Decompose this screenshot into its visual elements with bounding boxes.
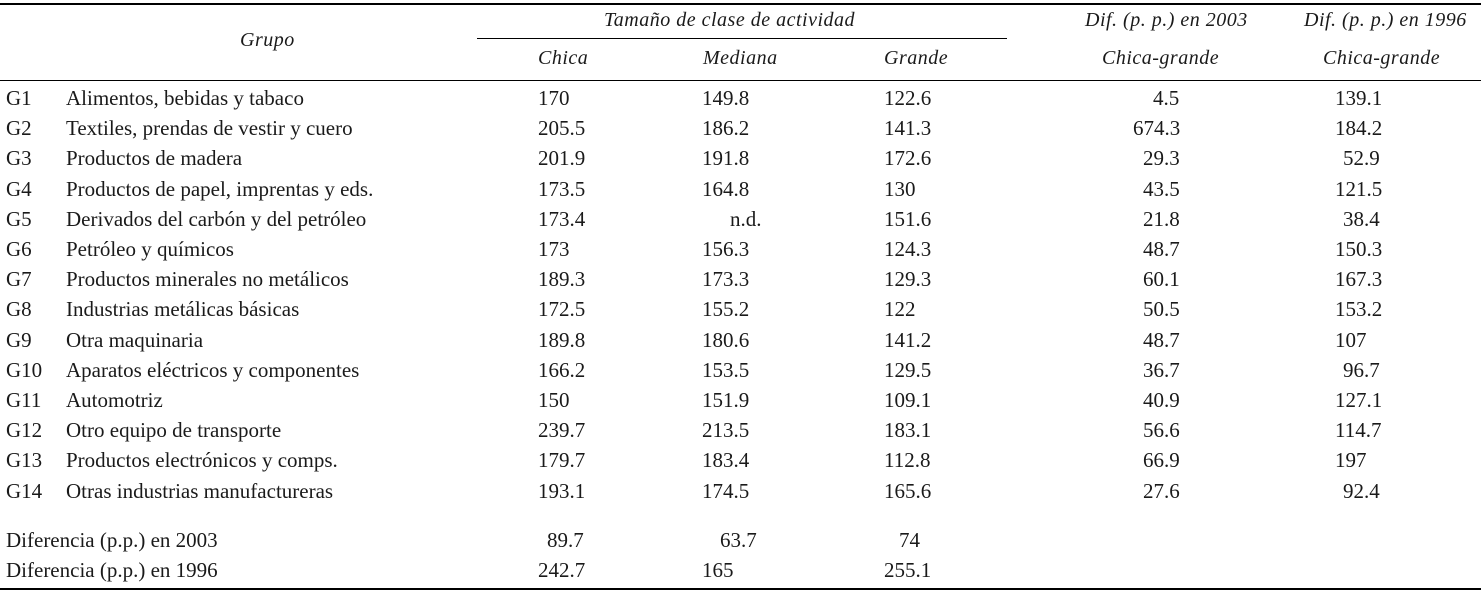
cell-chica: 173 xyxy=(538,237,570,261)
cell-mediana: 151.9 xyxy=(702,388,750,412)
cell-dif1996: 38.4 xyxy=(1343,207,1380,231)
summary-mediana: 63.7 xyxy=(720,528,757,552)
cell-code: G8 xyxy=(6,297,32,321)
cell-dif2003: 43.5 xyxy=(1143,177,1180,201)
cell-name: Alimentos, bebidas y tabaco xyxy=(66,86,304,110)
cell-dif1996: 52.9 xyxy=(1343,146,1380,170)
cell-dif1996: 121.5 xyxy=(1335,177,1383,201)
cell-mediana: 180.6 xyxy=(702,328,750,352)
cell-chica: 166.2 xyxy=(538,358,586,382)
cell-dif1996: 197 xyxy=(1335,448,1367,472)
cell-code: G10 xyxy=(6,358,43,382)
cell-dif2003: 27.6 xyxy=(1143,479,1180,503)
cell-grande: 141.2 xyxy=(884,328,932,352)
cell-grande: 124.3 xyxy=(884,237,932,261)
header-grupo: Grupo xyxy=(240,29,295,51)
cell-chica: 172.5 xyxy=(538,297,586,321)
header-span-title: Tamaño de clase de actividad xyxy=(604,9,856,31)
cell-code: G6 xyxy=(6,237,32,261)
cell-grande: 109.1 xyxy=(884,388,932,412)
cell-chica: 179.7 xyxy=(538,448,586,472)
summary-label: Diferencia (p.p.) en 1996 xyxy=(6,558,218,582)
cell-mediana: 149.8 xyxy=(702,86,750,110)
cell-chica: 205.5 xyxy=(538,116,586,140)
cell-grande: 151.6 xyxy=(884,207,932,231)
summary-grande: 74 xyxy=(899,528,920,552)
cell-grande: 183.1 xyxy=(884,418,932,442)
cell-grande: 122.6 xyxy=(884,86,932,110)
cell-dif2003: 56.6 xyxy=(1143,418,1180,442)
cell-dif2003: 66.9 xyxy=(1143,448,1180,472)
cell-dif2003: 40.9 xyxy=(1143,388,1180,412)
header-grande: Grande xyxy=(884,47,949,69)
cell-dif2003: 4.5 xyxy=(1153,86,1180,110)
cell-name: Petróleo y químicos xyxy=(66,237,234,261)
cell-dif1996: 92.4 xyxy=(1343,479,1380,503)
cell-mediana: 186.2 xyxy=(702,116,750,140)
cell-chica: 189.8 xyxy=(538,328,586,352)
cell-dif1996: 139.1 xyxy=(1335,86,1383,110)
cell-mediana: 156.3 xyxy=(702,237,750,261)
cell-dif1996: 184.2 xyxy=(1335,116,1383,140)
header-chica: Chica xyxy=(538,47,589,69)
cell-grande: 141.3 xyxy=(884,116,932,140)
cell-chica: 193.1 xyxy=(538,479,586,503)
cell-name: Otras industrias manufactureras xyxy=(66,479,334,503)
cell-dif1996: 107 xyxy=(1335,328,1367,352)
cell-grande: 172.6 xyxy=(884,146,932,170)
cell-dif1996: 114.7 xyxy=(1335,418,1382,442)
summary-label: Diferencia (p.p.) en 2003 xyxy=(6,528,218,552)
cell-name: Productos de papel, imprentas y eds. xyxy=(66,177,374,201)
summary-chica: 89.7 xyxy=(547,528,584,552)
header-chica-grande-1996: Chica-grande xyxy=(1323,47,1441,69)
cell-chica: 150 xyxy=(538,388,570,412)
cell-chica: 170 xyxy=(538,86,570,110)
cell-name: Derivados del carbón y del petróleo xyxy=(66,207,367,231)
cell-dif1996: 127.1 xyxy=(1335,388,1383,412)
cell-dif1996: 96.7 xyxy=(1343,358,1380,382)
cell-name: Productos minerales no metálicos xyxy=(66,267,349,291)
cell-code: G12 xyxy=(6,418,43,442)
cell-mediana: 191.8 xyxy=(702,146,750,170)
cell-dif2003: 674.3 xyxy=(1133,116,1181,140)
cell-name: Productos electrónicos y comps. xyxy=(66,448,338,472)
bottom-rule xyxy=(0,588,1481,590)
cell-grande: 122 xyxy=(884,297,916,321)
cell-dif2003: 36.7 xyxy=(1143,358,1180,382)
cell-grande: 129.3 xyxy=(884,267,932,291)
cell-name: Otra maquinaria xyxy=(66,328,204,352)
cell-name: Productos de madera xyxy=(66,146,243,170)
cell-dif2003: 48.7 xyxy=(1143,328,1180,352)
cell-name: Aparatos eléctricos y componentes xyxy=(66,358,360,382)
cell-chica: 173.5 xyxy=(538,177,586,201)
cell-dif2003: 50.5 xyxy=(1143,297,1180,321)
cell-grande: 112.8 xyxy=(884,448,931,472)
cell-code: G5 xyxy=(6,207,32,231)
cell-dif1996: 167.3 xyxy=(1335,267,1383,291)
cell-mediana: 153.5 xyxy=(702,358,750,382)
cell-dif2003: 60.1 xyxy=(1143,267,1180,291)
cell-code: G7 xyxy=(6,267,32,291)
cell-mediana: 164.8 xyxy=(702,177,750,201)
cell-chica: 201.9 xyxy=(538,146,586,170)
cell-code: G2 xyxy=(6,116,32,140)
cell-code: G4 xyxy=(6,177,32,201)
cell-code: G11 xyxy=(6,388,42,412)
cell-code: G1 xyxy=(6,86,32,110)
cell-code: G9 xyxy=(6,328,32,352)
cell-name: Otro equipo de transporte xyxy=(66,418,282,442)
cell-code: G3 xyxy=(6,146,32,170)
cell-dif1996: 153.2 xyxy=(1335,297,1383,321)
cell-dif2003: 29.3 xyxy=(1143,146,1180,170)
summary-grande: 255.1 xyxy=(884,558,932,582)
cell-dif2003: 21.8 xyxy=(1143,207,1180,231)
cell-mediana: 174.5 xyxy=(702,479,750,503)
header-dif-1996: Dif. (p. p.) en 1996 xyxy=(1304,9,1467,31)
cell-name: Industrias metálicas básicas xyxy=(66,297,300,321)
top-rule xyxy=(0,3,1481,5)
cell-grande: 165.6 xyxy=(884,479,932,503)
header-chica-grande-2003: Chica-grande xyxy=(1102,47,1220,69)
cell-mediana: 173.3 xyxy=(702,267,750,291)
cell-chica: 239.7 xyxy=(538,418,586,442)
cell-code: G13 xyxy=(6,448,43,472)
cell-chica: 173.4 xyxy=(538,207,586,231)
cell-mediana: 183.4 xyxy=(702,448,750,472)
cell-name: Automotriz xyxy=(66,388,163,412)
cell-chica: 189.3 xyxy=(538,267,586,291)
summary-mediana: 165 xyxy=(702,558,734,582)
cell-mediana: 155.2 xyxy=(702,297,750,321)
cell-dif2003: 48.7 xyxy=(1143,237,1180,261)
header-rule xyxy=(0,80,1481,81)
summary-chica: 242.7 xyxy=(538,558,586,582)
cell-dif1996: 150.3 xyxy=(1335,237,1383,261)
cell-mediana: 213.5 xyxy=(702,418,750,442)
header-dif-2003: Dif. (p. p.) en 2003 xyxy=(1085,9,1248,31)
cell-mediana: n.d. xyxy=(730,207,762,231)
cell-name: Textiles, prendas de vestir y cuero xyxy=(66,116,353,140)
header-mediana: Mediana xyxy=(703,47,778,69)
cell-grande: 129.5 xyxy=(884,358,932,382)
span-rule xyxy=(477,38,1007,39)
cell-code: G14 xyxy=(6,479,43,503)
cell-grande: 130 xyxy=(884,177,916,201)
